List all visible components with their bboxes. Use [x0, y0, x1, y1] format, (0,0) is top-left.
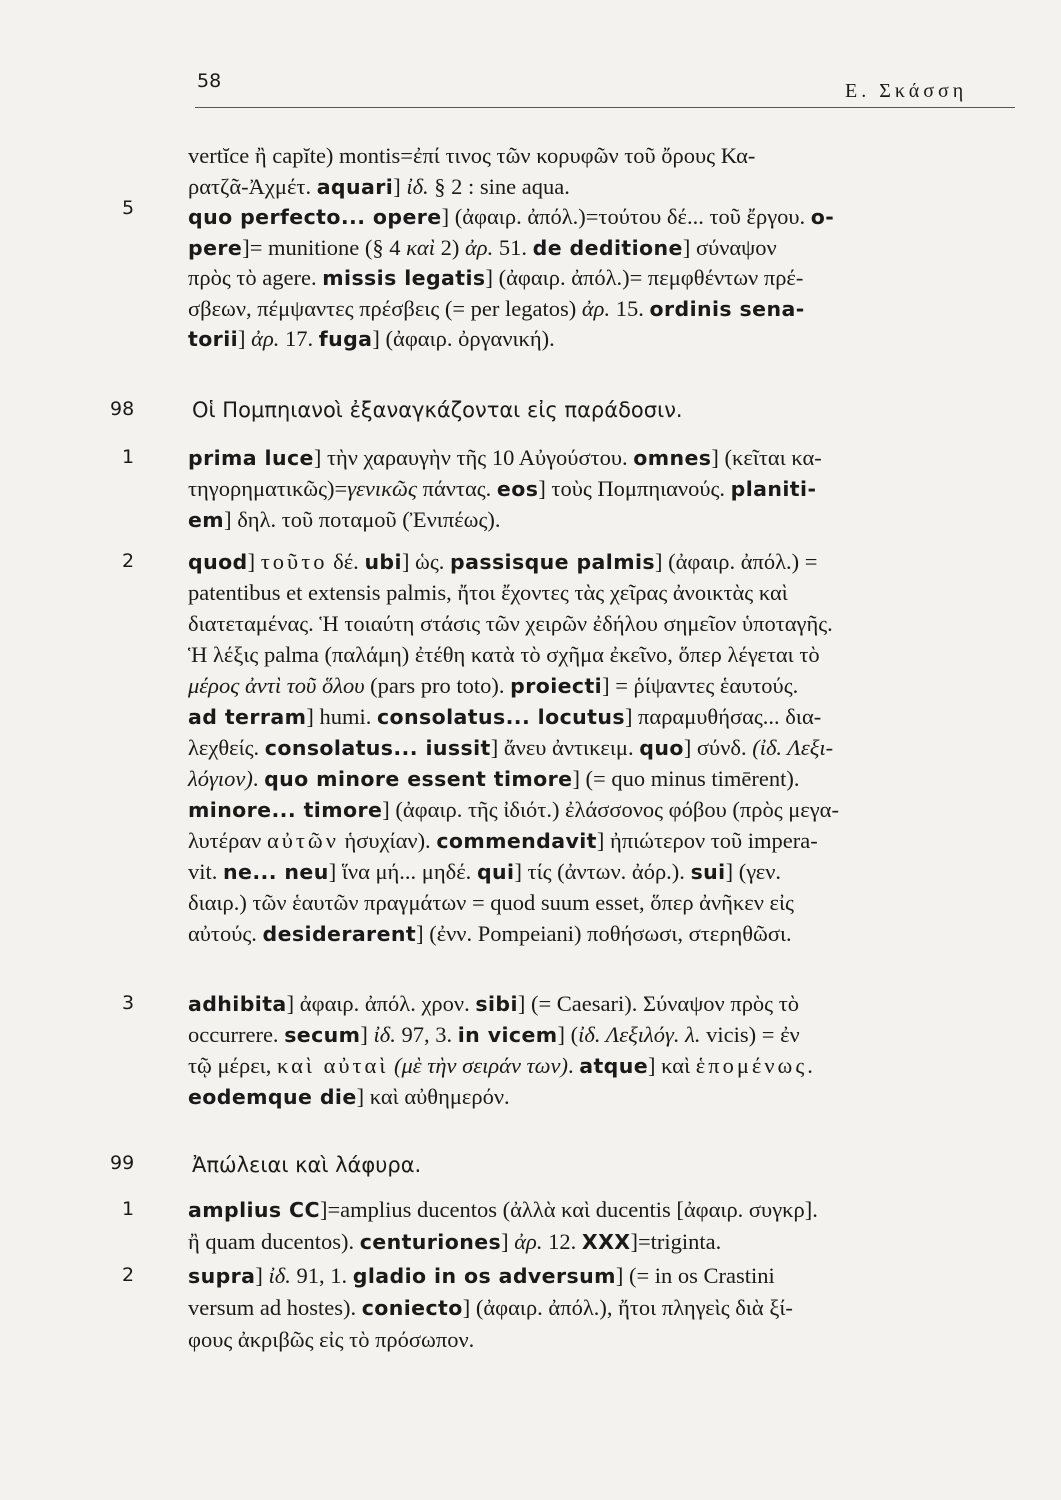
margin-section-99-2: 2: [122, 1264, 135, 1286]
text-line: em] δηλ. τοῦ ποταμοῦ (Ἐνιπέως).: [188, 507, 501, 532]
running-head: Ε. Σκάσση: [845, 80, 968, 102]
text-line: διαιρ.) τῶν ἑαυτῶν πραγμάτων = quod suum esset, ὅπερ ἀνῆκεν εἰς: [188, 890, 794, 915]
text-line: eodemque die] καὶ αὐθημερόν.: [188, 1084, 510, 1109]
page-number: 58: [197, 70, 222, 92]
text-line: quod] τοῦτο δέ. ubi] ὡς. passisque palmis] (ἀφαιρ. ἀπόλ.) =: [188, 549, 818, 574]
text-line: λεχθείς. consolatus... iussit] ἄνευ ἀντικειμ. quo] σύνδ. (ἰδ. Λεξι-: [188, 735, 834, 760]
text-line: σβεων, πέμψαντες πρέσβεις (= per legatos) ἀρ. 15. ordinis sena-: [188, 296, 805, 321]
text-line: διατεταμένας. Ἡ τοιαύτη στάσις τῶν χειρῶν ἐδήλου σημεῖον ὑποταγῆς.: [188, 611, 833, 636]
text-line: adhibita] ἀφαιρ. ἀπόλ. χρον. sibi] (= Caesari). Σύναψον πρὸς τὸ: [188, 991, 800, 1016]
text-line: αὐτούς. desiderarent] (ἐνν. Pompeiani) ποθήσωσι, στερηθῶσι.: [188, 921, 792, 946]
text-line: λόγιον). quo minore essent timore] (= quo minus timērent).: [188, 766, 800, 791]
text-line: occurrere. secum] ἰδ. 97, 3. in vicem] (ἰδ. Λεξιλόγ. λ. vicis) = ἐν: [188, 1022, 800, 1047]
header-rule: [195, 107, 1015, 108]
text-line: minore... timore] (ἀφαιρ. τῆς ἰδιότ.) ἐλάσσονος φόβου (πρὸς μεγα-: [188, 797, 839, 822]
margin-number-5: 5: [122, 197, 135, 219]
margin-section-98-2: 2: [122, 550, 135, 572]
margin-section-98-1: 1: [122, 446, 135, 468]
margin-chapter-98: 98: [110, 398, 135, 420]
text-line: amplius CC]=amplius ducentos (ἀλλὰ καὶ ducentis [ἀφαιρ. συγκρ].: [188, 1197, 818, 1222]
chapter-99-heading: Ἀπώλειαι καὶ λάφυρα.: [192, 1153, 422, 1177]
text-line: versum ad hostes). coniecto] (ἀφαιρ. ἀπόλ.), ἤτοι πληγεὶς διὰ ξί-: [188, 1295, 793, 1320]
margin-chapter-99: 99: [110, 1152, 135, 1174]
text-line: ρατζᾶ-Ἀχμέτ. aquari] ἰδ. § 2 : sine aqua.: [188, 174, 570, 199]
text-line: λυτέραν αὐτῶν ἡσυχίαν). commendavit] ἠπιώτερον τοῦ impera-: [188, 828, 818, 853]
text-line: torii] ἀρ. 17. fuga] (ἀφαιρ. ὀργανική).: [188, 326, 555, 351]
chapter-98-heading: Οἱ Πομπηιανοὶ ἐξαναγκάζονται εἰς παράδοσιν.: [192, 398, 683, 422]
text-line: vertĭce ἢ capĭte) montis=ἐπί τινος τῶν κορυφῶν τοῦ ὄρους Κα-: [188, 143, 756, 168]
text-line: φους ἀκριβῶς εἰς τὸ πρόσωπον.: [188, 1327, 475, 1352]
text-line: ad terram] humi. consolatus... locutus] παραμυθήσας... δια-: [188, 704, 822, 729]
text-line: patentibus et extensis palmis, ἤτοι ἔχοντες τὰς χεῖρας ἀνοικτὰς καὶ: [188, 580, 788, 605]
text-line: vit. ne... neu] ἵνα μή... μηδέ. qui] τίς (ἀντων. ἀόρ.). sui] (γεν.: [188, 859, 782, 884]
text-line: πρὸς τὸ agere. missis legatis] (ἀφαιρ. ἀπόλ.)= πεμφθέντων πρέ-: [188, 265, 804, 290]
margin-section-99-1: 1: [122, 1198, 135, 1220]
text-line: quo perfecto... opere] (ἀφαιρ. ἀπόλ.)=τούτου δέ... τοῦ ἔργου. o-: [188, 204, 835, 229]
text-line: prima luce] τὴν χαραυγὴν τῆς 10 Αὐγούστου. omnes] (κεῖται κα-: [188, 445, 822, 470]
text-line: pere]= munitione (§ 4 καὶ 2) ἀρ. 51. de deditione] σύναψον: [188, 235, 777, 260]
text-line: supra] ἰδ. 91, 1. gladio in os adversum] (= in os Crastini: [188, 1263, 775, 1288]
text-line: ἢ quam ducentos). centuriones] ἀρ. 12. XXX]=triginta.: [188, 1229, 722, 1254]
text-line: τῷ μέρει, καὶ αὐταὶ (μὲ τὴν σειράν των). atque] καὶ ἑπομένως.: [188, 1053, 813, 1078]
text-line: Ἡ λέξις palma (παλάμη) ἐτέθη κατὰ τὸ σχῆμα ἐκεῖνο, ὅπερ λέγεται τὸ: [188, 642, 820, 667]
text-line: μέρος ἀντὶ τοῦ ὅλου (pars pro toto). proiecti] = ῥίψαντες ἑαυτούς.: [188, 673, 799, 698]
margin-section-98-3: 3: [122, 992, 135, 1014]
text-line: τηγορηματικῶς)=γενικῶς πάντας. eos] τοὺς Πομπηιανούς. planiti-: [188, 476, 817, 501]
